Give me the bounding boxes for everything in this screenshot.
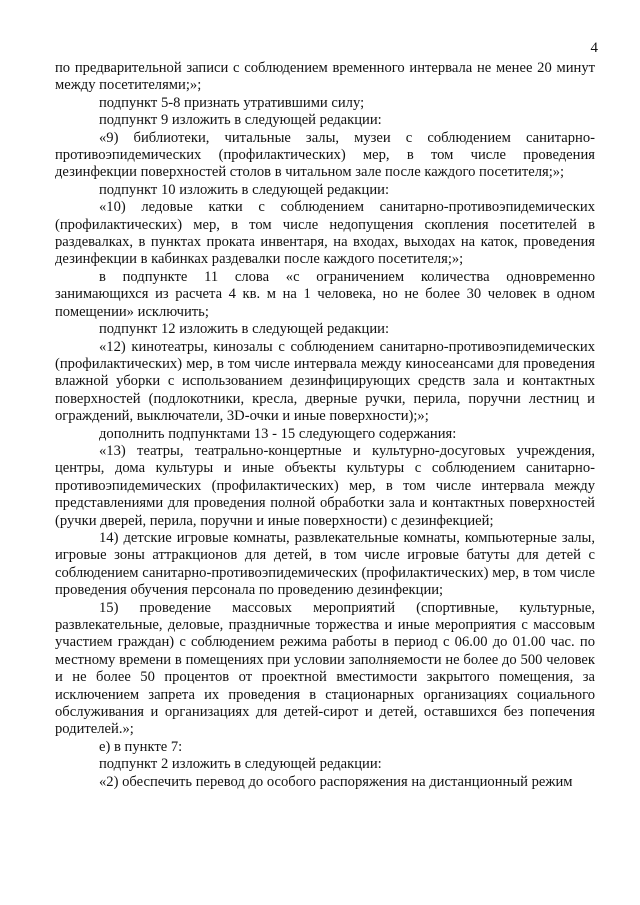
paragraph: 15) проведение массовых мероприятий (спортивные, культурные, развлекательные, деловые, праздничные торжества и иные мероприятия с массовым участием граждан) с соблюдением режима работы в период с 06.00 до 01.00 час. по местному времени в помещениях при условии заполняемости не более до 500 человек и не более 50 процентов от проектной вместимости закрытого помещения, за исключением запрета их проведения в стационарных организациях социального обслуживания и организациях для детей-сирот и детей, оставшихся без попечения родителей.»; [55, 599, 595, 738]
paragraph: «9) библиотеки, читальные залы, музеи с соблюдением санитарно-противоэпидемических (профилактических) мер, в том числе проведения дезинфекции поверхностей столов в читальном зале после каждого посетителя;»; [55, 129, 595, 181]
paragraph: «13) театры, театрально-концертные и культурно-досуговых учреждения, центры, дома культуры и иные объекты культуры с соблюдением санитарно-противоэпидемических (профилактических) мер, в том числе интервала между представлениями для проведения полной обработки зала и контактных поверхностей (ручки дверей, перила, поручни и иные поверхности) с дезинфекцией; [55, 442, 595, 529]
paragraph: 14) детские игровые комнаты, развлекательные комнаты, компьютерные залы, игровые зоны аттракционов для детей, в том числе игровые батуты для детей с соблюдением санитарно-противоэпидемических (профилактических) мер, в том числе проведения обучения персонала по проведению дезинфекции; [55, 529, 595, 599]
paragraph: по предварительной записи с соблюдением временного интервала не менее 20 минут между посетителями;»; [55, 60, 595, 94]
paragraph: подпункт 2 изложить в следующей редакции: [99, 756, 382, 773]
page-number: 4 [590, 40, 598, 56]
paragraph: подпункт 9 изложить в следующей редакции: [99, 112, 382, 129]
paragraph: дополнить подпунктами 13 - 15 следующего содержания: [99, 425, 457, 442]
paragraph: е) в пункте 7: [99, 738, 183, 755]
paragraph: подпункт 10 изложить в следующей редакции: [99, 181, 390, 198]
paragraph: «12) кинотеатры, кинозалы с соблюдением санитарно-противоэпидемических (профилактических) мер, в том числе интервала между киносеансами для проведения влажной уборки с использованием дезинфицирующих средств зала и контактных поверхностей (подлокотники, кресла, дверные ручки, перила, поручни лестниц и ограждений, выключатели, 3D-очки и иные поверхности);»; [55, 338, 595, 425]
paragraph: подпункт 5-8 признать утратившими силу; [99, 94, 365, 111]
paragraph: подпункт 12 изложить в следующей редакции: [99, 321, 390, 338]
paragraph: «10) ледовые катки с соблюдением санитарно-противоэпидемических (профилактических) мер, в том числе недопущения скопления посетителей в раздевалках, в пунктах проката инвентаря, на входах, выходах на каток, проведения дезинфекции в кабинках раздевалки после каждого посетителя;»; [55, 199, 595, 268]
document-body [55, 60, 595, 791]
paragraph: в подпункте 11 слова «с ограничением количества одновременно занимающихся из расчета 4 кв. м на 1 человека, но не более 30 человек в одном помещении» исключить; [55, 268, 595, 320]
paragraph: «2) обеспечить перевод до особого распоряжения на дистанционный режим [99, 773, 573, 790]
